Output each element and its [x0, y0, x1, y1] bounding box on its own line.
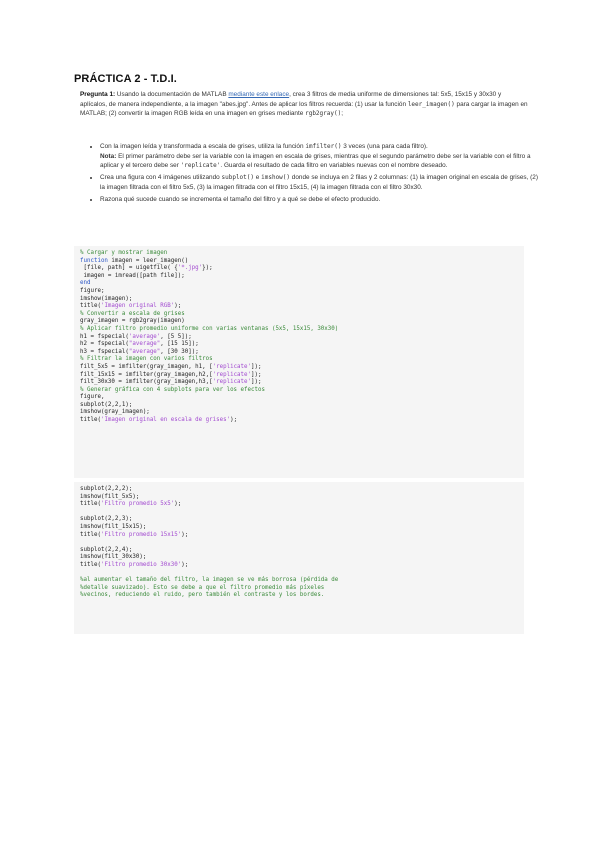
code-token: , [15 15]);: [160, 341, 199, 348]
code-line: [80, 394, 518, 402]
code-line: [80, 334, 518, 342]
code-line: [80, 539, 518, 547]
task-item-reason: [100, 195, 540, 205]
question-text-4: ;: [341, 110, 343, 118]
code-token: ]);: [251, 371, 262, 378]
code-token: subplot(2,2,3);: [80, 516, 133, 523]
code-line: [80, 592, 518, 600]
code-line: [80, 273, 518, 281]
code-token: % Convertir a escala de grises: [80, 310, 185, 317]
question-text-1: Usando la documentación de MATLAB: [115, 91, 229, 98]
code-line: [80, 524, 518, 532]
code-token: });: [202, 265, 213, 272]
code-token: ]);: [251, 363, 262, 370]
task-list: [88, 142, 540, 206]
code-token: figure,: [80, 394, 105, 401]
code-line: [80, 311, 518, 319]
code-token: figure;: [80, 287, 105, 294]
code-token: % Generar gráfica con 4 subplots para ver los efectos: [80, 386, 265, 393]
code-token: title(: [80, 417, 101, 424]
code-line: [80, 250, 518, 258]
code-line: [80, 341, 518, 349]
code-token: end: [80, 280, 91, 287]
note-label: Nota:: [100, 152, 117, 160]
code-token: title(: [80, 531, 101, 538]
code-line: [80, 547, 518, 555]
code-token: filt_5x5 = imfilter(gray_imagen, h1, [: [80, 363, 213, 370]
code-line: [80, 516, 518, 524]
code-block-subplots: [74, 482, 524, 634]
task-text: Crea una figura con 4 imágenes utilizando: [100, 174, 222, 182]
code-line: [80, 417, 518, 425]
code-token: imshow(gray_imagen);: [80, 409, 150, 416]
code-token: imshow(imagen);: [80, 295, 133, 302]
code-token: imshow(filt_15x15);: [80, 523, 147, 530]
code-token: filt_15x15 = imfilter(gray_imagen,h2,[: [80, 371, 213, 378]
code-token: 'replicate': [212, 379, 252, 386]
code-line: [80, 570, 518, 578]
code-line: [80, 379, 518, 387]
task-text: Razona qué sucede cuando se incrementa el tamaño del filtro y a qué se debe el efecto producido.: [100, 195, 381, 203]
code-line: [80, 532, 518, 540]
code-token: 'replicate': [212, 371, 252, 378]
code-token: imshow(filt_30x30);: [80, 554, 147, 561]
code-token: 'Filtro promedio 30x30': [100, 561, 182, 568]
inline-code-replicate: 'replicate': [180, 162, 221, 170]
code-line: [80, 509, 518, 517]
code-line: [80, 265, 518, 273]
code-token: h1 = fspecial(: [80, 333, 129, 340]
code-token: '*.jpg': [177, 265, 203, 272]
code-line: [80, 577, 518, 585]
task-item-subplot: [100, 173, 540, 192]
code-line: [80, 318, 518, 326]
code-line: [80, 494, 518, 502]
code-line: [80, 486, 518, 494]
code-token: subplot(2,2,1);: [80, 401, 133, 408]
code-block-main: [74, 246, 524, 478]
code-token: 'replicate': [212, 363, 252, 370]
code-token: , [30 30]);: [160, 348, 199, 355]
code-line: [80, 364, 518, 372]
code-line: [80, 387, 518, 395]
question-text-3: para cargar la imagen en MATLAB; (2) convertir la imagen RGB leída en una imagen en grises mediante: [80, 100, 528, 118]
code-line: [80, 349, 518, 357]
task-text: e: [254, 174, 262, 182]
code-token: % Aplicar filtro promedio uniforme con varias ventanas (5x5, 15x15, 30x30): [80, 325, 339, 332]
code-line: [80, 409, 518, 417]
code-token: ]);: [251, 379, 262, 386]
code-line: [80, 258, 518, 266]
code-token: subplot(2,2,4);: [80, 546, 133, 553]
code-token: );: [230, 417, 238, 424]
code-token: [file, path] = uigetfile( {: [80, 265, 178, 272]
inline-code-leer-imagen: leer_imagen(): [407, 100, 455, 108]
note-text: . Guarda el resultado de cada filtro en variables nuevas con el nombre deseado.: [220, 162, 448, 170]
code-token: gray_imagen = rgb2gray(imagen): [80, 318, 185, 325]
inline-code-rgb2gray: rgb2gray(): [305, 110, 342, 118]
task-text: Con la imagen leída y transformada a escala de grises, utiliza la función: [100, 143, 306, 150]
code-token: %detalle suavizado). Esto se debe a que el filtro promedio más píxeles: [80, 584, 325, 591]
code-token: subplot(2,2,2);: [80, 486, 133, 492]
code-token: title(: [80, 501, 101, 508]
question-text-2: , crea 3 filtros de media uniforme de dimensiones tal: 5x5, 15x15 y 30x30 y aplícalos, de manera independiente, a la imagen "abes.jpg". Antes de aplicar los filtros recuerda: (1) usar la función: [80, 91, 502, 108]
documentation-link[interactable]: mediante este enlace: [228, 91, 290, 98]
code-line: [80, 280, 518, 288]
page-title: PRÁCTICA 2 - T.D.I.: [74, 73, 177, 85]
code-token: 'Filtro promedio 5x5': [100, 501, 175, 508]
code-token: function: [80, 257, 108, 264]
code-line: [80, 296, 518, 304]
code-line: [80, 402, 518, 410]
code-token: % Filtrar la imagen con varios filtros: [80, 356, 213, 363]
inline-code-subplot: subplot(): [221, 174, 255, 182]
question-paragraph: [80, 90, 528, 119]
code-token: h3 = fspecial(: [80, 348, 129, 355]
code-line: [80, 288, 518, 296]
code-token: 'Imagen original RGB': [100, 303, 175, 310]
code-token: %al aumentar el tamaño del filtro, la imagen se ve más borrosa (pérdida de: [80, 577, 339, 584]
task-text: 3 veces (una para cada filtro).: [341, 143, 428, 150]
question-label: Pregunta 1:: [80, 91, 116, 98]
code-line: [80, 501, 518, 509]
code-token: imshow(filt_5x5);: [80, 493, 140, 500]
code-line: [80, 554, 518, 562]
code-line: [80, 303, 518, 311]
code-token: );: [181, 531, 189, 538]
task-text: donde se incluya en 2 filas y 2 columnas: (1) la imagen original en escala de grises, (2) la imagen filtrada con el filtro 5x5, (3) la imagen filtrada con el filtro 15x15, (4) la imagen filtrada con el filtro 30x30.: [100, 174, 538, 191]
code-token: 'average': [128, 333, 161, 340]
code-token: );: [174, 303, 182, 310]
code-line: [80, 562, 518, 570]
task-item-imfilter: [100, 142, 540, 171]
code-token: h2 = fspecial(: [80, 341, 129, 348]
code-token: filt_30x30 = imfilter(gray_imagen,h3,[: [80, 379, 213, 386]
code-token: "average": [128, 341, 161, 348]
code-token: title(: [80, 303, 101, 310]
code-token: 'Filtro promedio 15x15': [100, 531, 182, 538]
code-token: imagen = leer_imagen(): [107, 257, 189, 264]
code-token: "average": [128, 348, 161, 355]
code-token: title(: [80, 561, 101, 568]
code-line: [80, 372, 518, 380]
note-text: El primer parámetro debe ser la variable con la imagen en escala de grises, mientras que el segundo parámetro debe ser la variable con el filtro a aplicar y el tercero debe ser: [100, 152, 531, 170]
code-token: );: [181, 561, 189, 568]
code-token: %vecinos, reduciendo el ruido, pero también el contraste y los bordes.: [80, 592, 325, 599]
code-token: % Cargar y mostrar imagen: [80, 250, 168, 256]
code-line: [80, 356, 518, 364]
code-line: [80, 326, 518, 334]
code-token: imagen = imread([path file]);: [80, 272, 185, 279]
code-token: 'Imagen original en escala de grises': [100, 417, 231, 424]
code-token: );: [174, 501, 182, 508]
code-token: , [5 5]);: [160, 333, 192, 340]
inline-code-imfilter: imfilter(): [305, 143, 342, 150]
inline-code-imshow: imshow(): [261, 174, 291, 182]
